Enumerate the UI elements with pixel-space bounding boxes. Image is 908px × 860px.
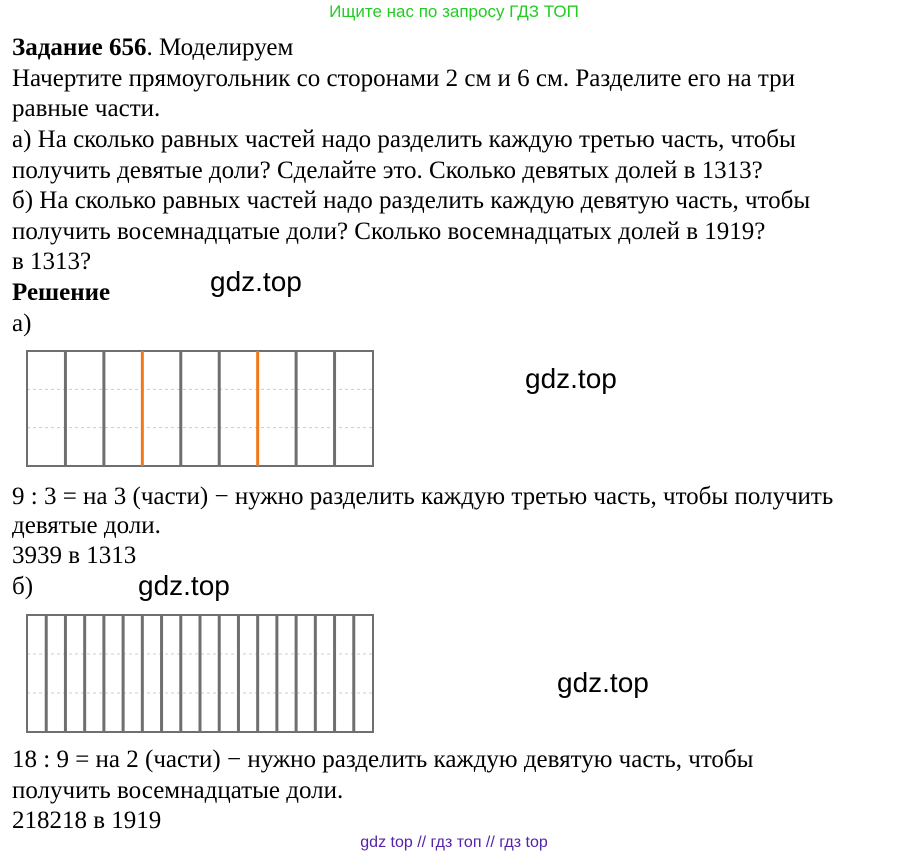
part-b-result: 218218 в 1919 — [12, 807, 162, 834]
watermark: gdz.top — [557, 667, 649, 698]
solution-heading: Решение — [12, 279, 111, 306]
task-title — [12, 32, 293, 63]
search-hint-banner: Ищите нас по запросу ГДЗ ТОП — [329, 2, 579, 21]
watermark: gdz.top — [210, 266, 302, 297]
part-a-answer-line: 9 : 3 = на 3 (части) − нужно разделить каждую третью часть, чтобы получить — [12, 483, 834, 510]
part-a-label: а) — [12, 310, 32, 337]
task-number: Задание 656 — [12, 34, 147, 61]
footer-banner: gdz top // гдз топ // гдз top — [360, 834, 548, 851]
task-text-line: равные части. — [12, 95, 161, 122]
task-text-line: в 1313? — [12, 248, 92, 275]
part-a-answer-line: девятые доли. — [12, 512, 161, 539]
watermark: gdz.top — [525, 363, 617, 394]
task-text-line: получить восемнадцатые доли? Сколько восемнадцатых долей в 1919? — [12, 218, 766, 245]
task-topic: . Моделируем — [146, 34, 294, 61]
task-text-line: а) На сколько равных частей надо разделить каждую третью часть, чтобы — [12, 126, 796, 153]
rectangle-diagram-a — [25, 349, 375, 468]
part-b-label: б) — [12, 573, 34, 600]
part-a-result: 3939 в 1313 — [12, 542, 137, 569]
rectangle-outline — [27, 351, 373, 466]
task-text-line: получить девятые доли? Сделайте это. Сколько девятых долей в 1313? — [12, 157, 763, 184]
part-b-answer-line: получить восемнадцатые доли. — [12, 777, 344, 804]
task-text-line: б) На сколько равных частей надо разделить каждую девятую часть, чтобы — [12, 187, 811, 214]
rectangle-diagram-b — [25, 613, 375, 734]
part-b-answer-line: 18 : 9 = на 2 (части) − нужно разделить каждую девятую часть, чтобы — [12, 746, 754, 773]
task-text-line: Начертите прямоугольник со сторонами 2 см и 6 см. Разделите его на три — [12, 65, 795, 92]
watermark: gdz.top — [138, 570, 230, 601]
